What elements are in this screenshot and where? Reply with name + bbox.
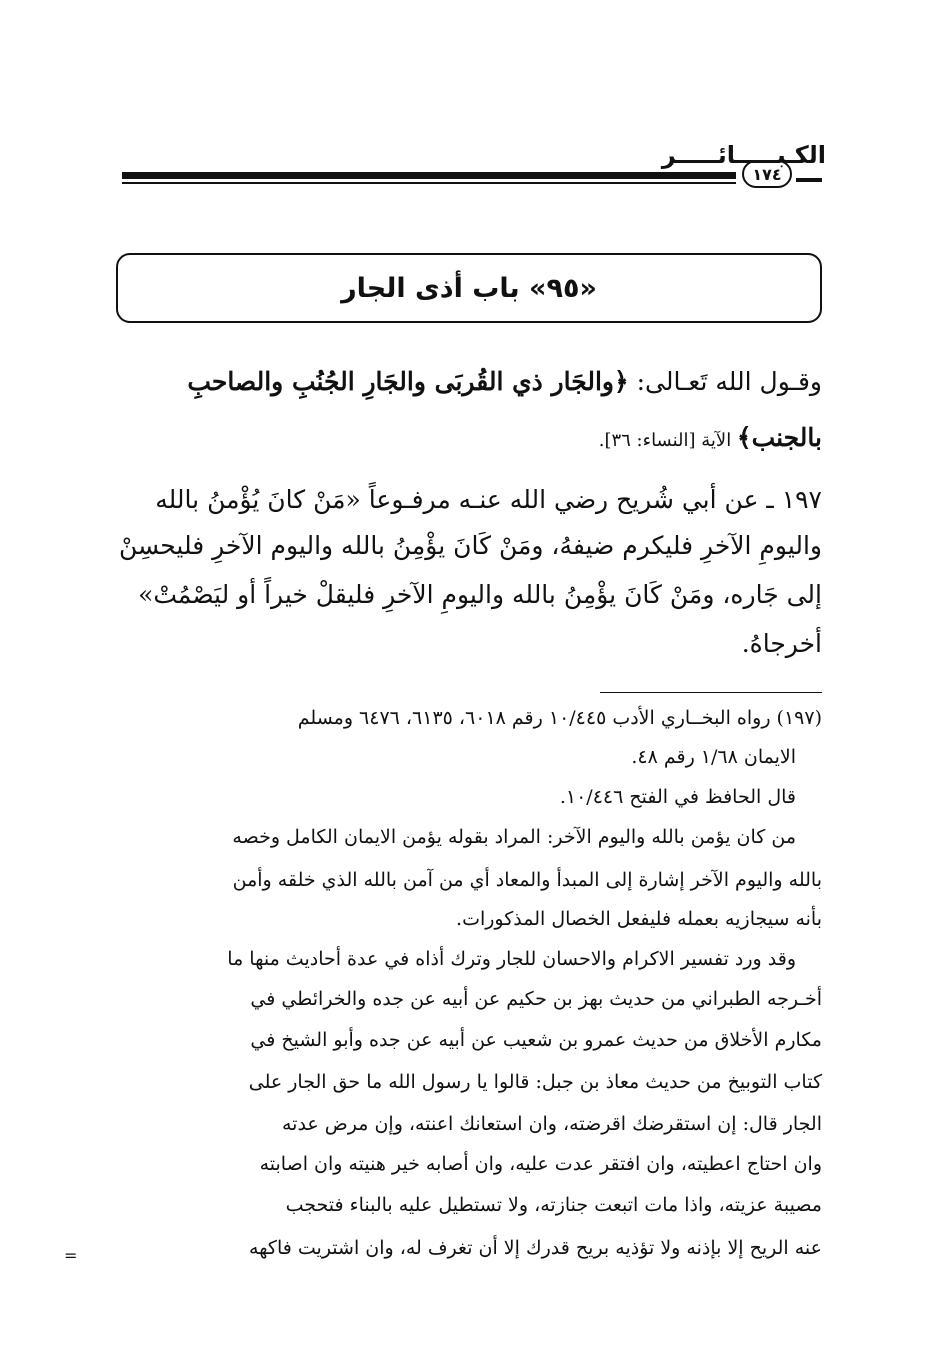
footnote-line: (١٩٧) رواه البخــاري الأدب ١٠/٤٤٥ رقم ٦٠١٨، ٦١٣٥، ٦٤٧٦ ومسلم <box>297 707 822 729</box>
quran-verse: ﴿والجَار ذي القُربَى والجَارِ الجُنُبِ والصاحبِ <box>187 367 629 396</box>
footnote-line: بالله واليوم الآخر إشارة إلى المبدأ والمعاد أي من آمن بالله الذي خلقه وأمن <box>232 869 822 891</box>
page-number-tick <box>796 178 822 182</box>
intro-line-2 <box>599 418 822 461</box>
continuation-mark: = <box>64 1246 78 1265</box>
chapter-title-box <box>116 253 822 323</box>
footnote-line: وقد ورد تفسير الاكرام والاحسان للجار وترك أذاه في عدة أحاديث منها ما <box>227 948 796 970</box>
hadith-line: واليومِ الآخرِ فليكرم ضيفهُ، ومَنْ كَانَ يؤْمِنُ بالله واليوم الآخرِ فليحسِنْ <box>118 531 822 560</box>
intro-text: وقـول الله تَعـالى: <box>628 367 822 396</box>
footnote-line: قال الحافظ في الفتح ١٠/٤٤٦. <box>559 786 796 808</box>
header-rule-thin <box>122 182 736 184</box>
header-rule <box>122 172 736 179</box>
page-number: ١٧٤ <box>742 160 792 188</box>
footnote-line: مكارم الأخلاق من حديث عمرو بن شعيب عن أبيه عن جده وأبو الشيخ في <box>250 1029 822 1051</box>
footnote-line: أخـرجه الطبراني من حديث بهز بن حكيم عن أبيه عن جده والخرائطي في <box>250 988 822 1010</box>
hadith-line: ١٩٧ ـ عن أبي شُريح رضي الله عنـه مرفـوعاً «مَنْ كانَ يُؤْمنُ بالله <box>155 485 822 514</box>
hadith-line: إلى جَاره، ومَنْ كَانَ يؤْمِنُ بالله واليومِ الآخرِ فليقلْ خيراً أو ليَصْمُتْ» <box>138 580 822 609</box>
intro-line-1 <box>187 362 822 402</box>
footnote-line: عنه الريح إلا بإذنه ولا تؤذيه بريح قدرك إلا أن تغرف له، وان اشتريت فاكهه <box>248 1237 822 1259</box>
footnote-line: بأنه سيجازيه بعمله فليفعل الخصال المذكورات. <box>456 908 822 930</box>
book-title: الكـبـــــائـــــر <box>661 141 826 169</box>
footnote-line: الايمان ١/٦٨ رقم ٤٨. <box>631 746 796 768</box>
footnote-line: كتاب التوبيخ من حديث معاذ بن جبل: قالوا يا رسول الله ما حق الجار على <box>248 1071 822 1093</box>
hadith-line: أخرجاهُ. <box>741 629 822 658</box>
footnote-line: الجار قال: إن استقرضك اقرضته، وان استعانك اعنته، وإن مرض عدته <box>281 1113 822 1135</box>
footnote-separator <box>600 692 822 693</box>
footnote-line: مصيبة عزيته، واذا مات اتبعت جنازته، ولا تستطيل عليه بالبناء فتحجب <box>285 1194 822 1216</box>
footnote-line: وان احتاج اعطيته، وان افتقر عدت عليه، وان أصابه خير هنيته وان اصابته <box>259 1153 822 1175</box>
footnote-line: من كان يؤمن بالله واليوم الآخر: المراد بقوله يؤمن الايمان الكامل وخصه <box>232 826 796 848</box>
verse-reference: الآية [النساء: ٣٦]. <box>598 430 737 451</box>
chapter-title: «٩٥» باب أذى الجار <box>341 272 597 304</box>
quran-verse-end: بالجنب﴾ <box>736 423 822 452</box>
